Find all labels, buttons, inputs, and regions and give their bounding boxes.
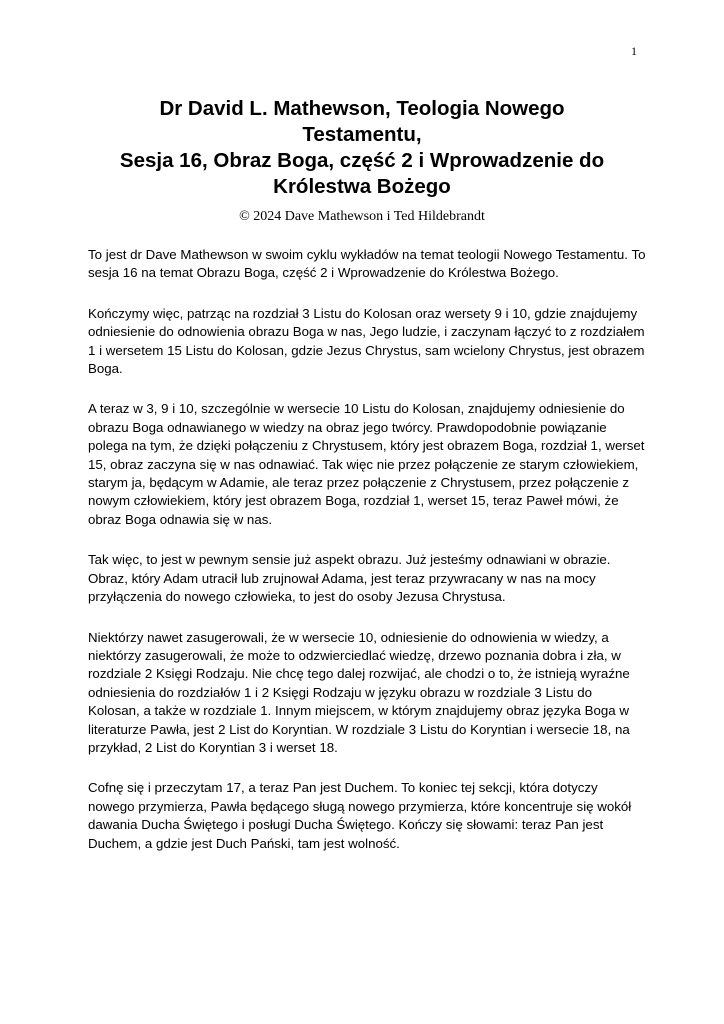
paragraph: To jest dr Dave Mathewson w swoim cyklu wykładów na temat teologii Nowego Testamentu. To sesja 16 na temat Obrazu Boga, część 2 i Wprowadzenie do Królestwa Bożego.: [88, 247, 646, 281]
document-body: [88, 246, 646, 875]
copyright-notice: © 2024 Dave Mathewson i Ted Hildebrandt: [239, 209, 485, 224]
paragraph: Niektórzy nawet zasugerowali, że w wersecie 10, odniesienie do odnowienia w wiedzy, a niektórzy zasugerowali, że może to odzwierciedlać wiedzę, drzewo poznania dobra i zła, w rozdziale 2 Księgi Rodzaju. Nie chcę tego dalej rozwijać, ale chodzi o to, że istnieją wyraźne odniesienia do rozdziałów 1 i 2 Księgi Rodzaju w języku obrazu w rozdziale 3 Listu do Kolosan, a także w rozdziale 1. Innym miejscem, w którym znajdujemy obraz języka Boga w literaturze Pawła, jest 2 List do Koryntian. W rozdziale 3 Listu do Koryntian i wersecie 18, na przykład, 2 List do Koryntian 3 i werset 18.: [88, 629, 630, 755]
paragraph: Tak więc, to jest w pewnym sensie już aspekt obrazu. Już jesteśmy odnawiani w obrazie. Obraz, który Adam utracił lub zrujnował Adama, jest teraz przywracany w nas na mocy przyłączenia do nowego człowieka, to jest do osoby Jezusa Chrystusa.: [88, 552, 611, 605]
title-line: Dr David L. Mathewson, Teologia Nowego: [159, 97, 565, 120]
title-line: Królestwa Bożego: [273, 175, 451, 198]
document-title: [60, 96, 664, 200]
page-number: 1: [631, 44, 637, 58]
paragraph: Cofnę się i przeczytam 17, a teraz Pan jest Duchem. To koniec tej sekcji, która dotyczy nowego przymierza, Pawła będącego sługą nowego przymierza, które koncentruje się wokół dawania Ducha Świętego i posługi Ducha Świętego. Kończy się słowami: teraz Pan jest Duchem, a gdzie jest Duch Pański, tam jest wolność.: [88, 780, 632, 851]
title-line: Sesja 16, Obraz Boga, część 2 i Wprowadzenie do: [119, 149, 605, 172]
paragraph: Kończymy więc, patrząc na rozdział 3 Listu do Kolosan oraz wersety 9 i 10, gdzie znajdujemy odniesienie do odnowienia obrazu Boga w nas, Jego ludzie, i zaczynam łączyć to z rozdziałem 1 i wersetem 15 Listu do Kolosan, gdzie Jezus Chrystus, sam wcielony Chrystus, jest obrazem Boga.: [88, 305, 645, 377]
paragraph: A teraz w 3, 9 i 10, szczególnie w wersecie 10 Listu do Kolosan, znajdujemy odniesienie do obrazu Boga odnawianego w wiedzy na obraz jego twórcy. Prawdopodobnie powiązanie polega na tym, że dzięki połączeniu z Chrystusem, który jest obrazem Boga, rozdział 1, werset 15, obraz zaczyna się w nas odnawiać. Tak więc nie przez połączenie ze starym człowiekiem, starym ja, będącym w Adamie, ale teraz przez połączenie z Chrystusem, przez połączenie z nowym człowiekiem, który jest obrazem Boga, rozdział 1, werset 15, teraz Paweł mówi, że obraz Boga odnawia się w nas.: [88, 401, 645, 527]
title-line: Testamentu,: [302, 123, 422, 146]
